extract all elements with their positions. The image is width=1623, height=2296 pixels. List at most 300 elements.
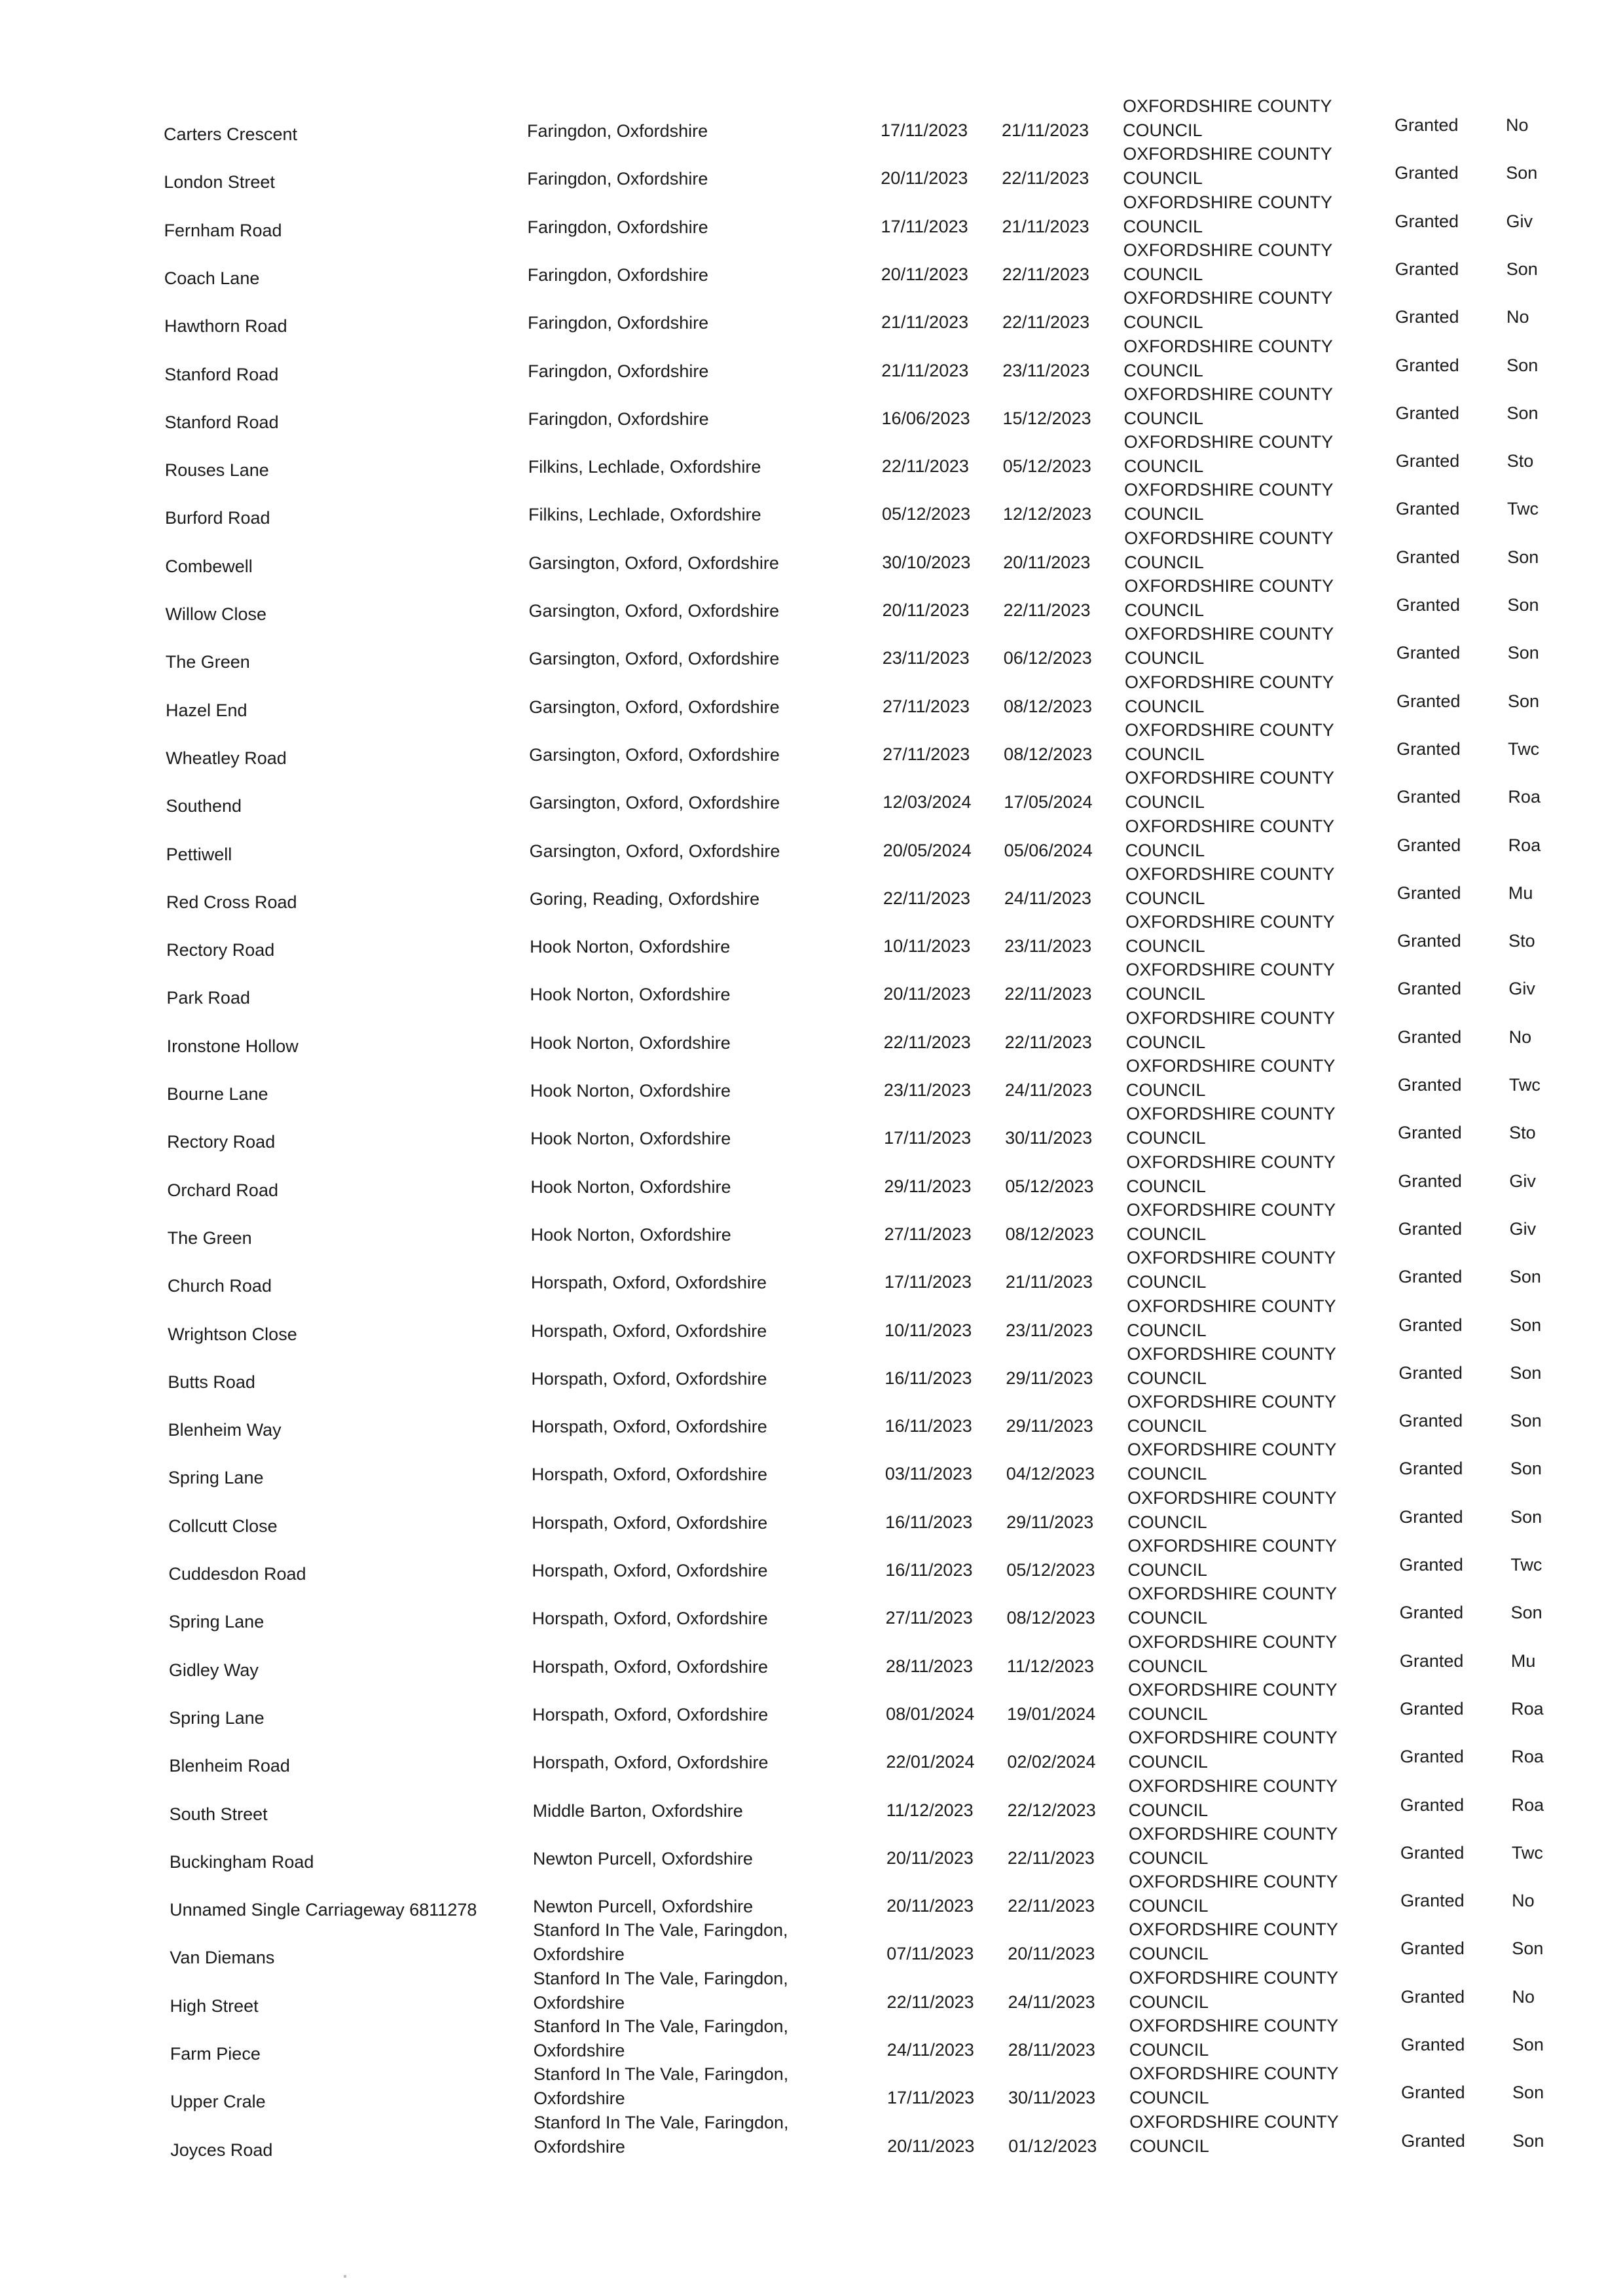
table-row <box>5 1680 1623 1728</box>
location: Goring, Reading, Oxfordshire <box>529 888 760 909</box>
table-row <box>0 96 1623 144</box>
end-date: 29/11/2023 <box>1006 1416 1093 1436</box>
start-date: 07/11/2023 <box>886 1944 974 1964</box>
street-name: Willow Close <box>165 604 266 624</box>
authority-line-1: OXFORDSHIRE COUNTY <box>1125 912 1335 932</box>
highway-authority <box>1126 1054 1336 1102</box>
location: Newton Purcell, Oxfordshire <box>532 1848 753 1868</box>
authority-line-2: COUNCIL <box>1125 744 1205 764</box>
start-date: 27/11/2023 <box>884 1224 972 1244</box>
table-row <box>6 1776 1623 1824</box>
status: Granted <box>1400 1795 1465 1815</box>
authority-line-2: COUNCIL <box>1127 1320 1207 1340</box>
end-date: 08/12/2023 <box>1006 1608 1095 1628</box>
end-date: 22/11/2023 <box>1008 1896 1095 1916</box>
table-row <box>1 337 1623 384</box>
location: Filkins, Lechlade, Oxfordshire <box>528 457 761 477</box>
authority-line-2: COUNCIL <box>1129 1896 1209 1916</box>
location: Horspath, Oxford, Oxfordshire <box>531 1321 767 1341</box>
status: Granted <box>1397 979 1461 999</box>
authority-line-2: COUNCIL <box>1127 1368 1207 1388</box>
street-name: Stanford Road <box>164 412 279 432</box>
authority-line-1: OXFORDSHIRE COUNTY <box>1124 624 1334 644</box>
start-date: 10/11/2023 <box>883 936 971 957</box>
authority-line-2: COUNCIL <box>1125 936 1205 957</box>
description-truncated: Son <box>1506 163 1538 183</box>
status: Granted <box>1396 787 1461 807</box>
authority-line-2: COUNCIL <box>1126 1272 1207 1292</box>
authority-line-1: OXFORDSHIRE COUNTY <box>1127 1440 1337 1460</box>
authority-line-1: OXFORDSHIRE COUNTY <box>1129 1920 1338 1940</box>
authority-line-2: COUNCIL <box>1127 1416 1207 1436</box>
authority-line-1: OXFORDSHIRE COUNTY <box>1128 1776 1338 1796</box>
authority-line-2: COUNCIL <box>1123 408 1203 428</box>
highway-authority <box>1128 1630 1338 1679</box>
status: Granted <box>1395 259 1459 279</box>
authority-line-2: COUNCIL <box>1129 1992 1209 2012</box>
start-date: 12/03/2024 <box>883 792 972 812</box>
street-name: Spring Lane <box>168 1612 264 1632</box>
status: Granted <box>1400 1842 1465 1863</box>
description-truncated: Son <box>1507 595 1539 615</box>
highway-authority <box>1126 1150 1336 1199</box>
start-date: 22/11/2023 <box>886 1992 974 2012</box>
status: Granted <box>1398 1411 1463 1431</box>
authority-line-2: COUNCIL <box>1128 1704 1208 1724</box>
description-truncated: Son <box>1510 1362 1542 1383</box>
table-row <box>2 624 1623 672</box>
description-truncated: Son <box>1509 1267 1541 1287</box>
highway-authority <box>1125 670 1334 719</box>
start-date: 22/11/2023 <box>883 888 971 908</box>
street-name: High Street <box>170 1995 259 2016</box>
street-name: Upper Crale <box>170 2092 266 2112</box>
highway-authority <box>1125 910 1335 958</box>
description-truncated: No <box>1506 115 1529 135</box>
highway-authority <box>1128 1726 1338 1774</box>
authority-line-1: OXFORDSHIRE COUNTY <box>1123 240 1333 260</box>
start-date: 17/11/2023 <box>887 2088 975 2108</box>
location: Horspath, Oxford, Oxfordshire <box>532 1512 768 1533</box>
description-truncated: Son <box>1507 643 1539 663</box>
end-date: 20/11/2023 <box>1008 1944 1095 1964</box>
location: Faringdon, Oxfordshire <box>528 409 709 429</box>
description-truncated: Sto <box>1509 1123 1536 1143</box>
status: Granted <box>1395 307 1459 327</box>
location: Horspath, Oxford, Oxfordshire <box>532 1609 768 1629</box>
highway-authority <box>1129 1822 1338 1870</box>
street-name: Blenheim Way <box>168 1420 282 1440</box>
end-date: 12/12/2023 <box>1002 504 1092 524</box>
start-date: 22/11/2023 <box>881 456 969 477</box>
street-name: Spring Lane <box>168 1468 264 1488</box>
street-name: Orchard Road <box>167 1180 278 1200</box>
authority-line-1: OXFORDSHIRE COUNTY <box>1123 480 1334 500</box>
highway-authority <box>1127 1246 1336 1294</box>
highway-authority <box>1127 1438 1337 1486</box>
location: Garsington, Oxford, Oxfordshire <box>528 649 780 669</box>
status: Granted <box>1395 403 1460 423</box>
highway-authority <box>1123 238 1333 287</box>
street-name: Gidley Way <box>168 1660 259 1680</box>
description-truncated: Son <box>1507 691 1539 711</box>
end-date: 29/11/2023 <box>1006 1368 1093 1388</box>
description-truncated: Giv <box>1509 1218 1537 1239</box>
authority-line-2: COUNCIL <box>1123 504 1204 524</box>
street-name: Burford Road <box>164 508 270 528</box>
table-row <box>7 1968 1623 2016</box>
authority-line-1: OXFORDSHIRE COUNTY <box>1125 816 1335 836</box>
authority-line-1: OXFORDSHIRE COUNTY <box>1123 288 1333 308</box>
end-date: 22/11/2023 <box>1003 600 1091 620</box>
authority-line-1: OXFORDSHIRE COUNTY <box>1127 1487 1337 1508</box>
start-date: 10/11/2023 <box>884 1320 972 1340</box>
highway-authority <box>1129 2014 1339 2062</box>
table-row <box>0 144 1623 192</box>
highway-authority <box>1127 1390 1337 1438</box>
table-row <box>1 576 1623 624</box>
authority-line-2: COUNCIL <box>1123 168 1203 189</box>
location: Middle Barton, Oxfordshire <box>532 1800 743 1821</box>
description-truncated: Sto <box>1508 931 1535 951</box>
highway-authority <box>1127 1198 1336 1247</box>
authority-line-2: COUNCIL <box>1127 1656 1208 1676</box>
table-row <box>6 1824 1623 1872</box>
status: Granted <box>1398 1267 1463 1287</box>
authority-line-1: OXFORDSHIRE COUNTY <box>1128 1823 1338 1844</box>
authority-line-2: COUNCIL <box>1124 648 1205 668</box>
highway-authority <box>1125 718 1334 767</box>
authority-line-2: COUNCIL <box>1125 1032 1206 1052</box>
status: Granted <box>1397 1075 1462 1095</box>
end-date: 21/11/2023 <box>1002 120 1089 140</box>
authority-line-1: OXFORDSHIRE COUNTY <box>1123 432 1334 452</box>
end-date: 29/11/2023 <box>1006 1512 1094 1532</box>
table-row <box>4 1344 1623 1392</box>
status: Granted <box>1396 547 1460 567</box>
start-date: 16/11/2023 <box>884 1416 972 1436</box>
street-name: Farm Piece <box>170 2044 261 2064</box>
authority-line-1: OXFORDSHIRE COUNTY <box>1129 2016 1339 2035</box>
authority-line-2: COUNCIL <box>1128 1848 1209 1868</box>
location: Hook Norton, Oxfordshire <box>530 985 731 1005</box>
description-truncated: Son <box>1510 1411 1542 1431</box>
authority-line-2: COUNCIL <box>1125 1080 1206 1100</box>
street-name: Ironstone Hollow <box>166 1036 299 1056</box>
highway-authority <box>1125 814 1335 863</box>
authority-line-1: OXFORDSHIRE COUNTY <box>1129 2111 1339 2132</box>
start-date: 28/11/2023 <box>885 1656 973 1676</box>
end-date: 01/12/2023 <box>1008 2136 1097 2156</box>
status: Granted <box>1400 1939 1465 1959</box>
end-date: 23/11/2023 <box>1006 1320 1093 1340</box>
description-truncated: Roa <box>1508 787 1541 807</box>
location: Newton Purcell, Oxfordshire <box>533 1897 754 1917</box>
street-name: Van Diemans <box>170 1948 275 1968</box>
description-truncated: Son <box>1512 2130 1544 2151</box>
location: Horspath, Oxford, Oxfordshire <box>532 1656 768 1677</box>
description-truncated: No <box>1506 307 1529 327</box>
end-date: 11/12/2023 <box>1006 1656 1094 1676</box>
table-row <box>7 2016 1623 2064</box>
street-name: The Green <box>167 1228 252 1248</box>
description-truncated: Twc <box>1511 1842 1543 1863</box>
highway-authority <box>1127 1294 1336 1343</box>
location: Garsington, Oxford, Oxfordshire <box>528 601 780 621</box>
status: Granted <box>1399 1506 1463 1527</box>
location: Horspath, Oxford, Oxfordshire <box>532 1753 769 1773</box>
highway-authority <box>1129 2062 1339 2110</box>
location: Garsington, Oxford, Oxfordshire <box>529 841 780 861</box>
highway-authority <box>1123 142 1332 191</box>
end-date: 22/11/2023 <box>1002 168 1089 189</box>
table-row <box>3 816 1623 864</box>
end-date: 04/12/2023 <box>1006 1464 1095 1484</box>
end-date: 05/12/2023 <box>1006 1560 1095 1580</box>
authority-line-1: OXFORDSHIRE COUNTY <box>1124 576 1334 596</box>
table-row <box>5 1632 1623 1680</box>
location: Faringdon, Oxfordshire <box>527 169 708 189</box>
location: Faringdon, Oxfordshire <box>528 361 709 381</box>
authority-line-2: COUNCIL <box>1126 1176 1206 1196</box>
authority-line-2: COUNCIL <box>1128 1752 1208 1772</box>
table-row <box>0 192 1623 240</box>
street-name: Wheatley Road <box>166 748 287 768</box>
start-date: 24/11/2023 <box>886 2040 974 2060</box>
start-date: 23/11/2023 <box>883 1080 972 1100</box>
end-date: 24/11/2023 <box>1008 1992 1095 2012</box>
end-date: 22/11/2023 <box>1004 984 1092 1004</box>
location: Faringdon, Oxfordshire <box>527 217 708 237</box>
authority-line-1: OXFORDSHIRE COUNTY <box>1124 672 1334 692</box>
location: Stanford In The Vale, Faringdon, Oxfordshire <box>533 1968 788 2013</box>
status: Granted <box>1395 115 1459 135</box>
location: Hook Norton, Oxfordshire <box>530 1129 731 1149</box>
street-name: Rectory Road <box>166 940 275 960</box>
table-row <box>5 1536 1623 1584</box>
street-name: Butts Road <box>168 1372 255 1392</box>
description-truncated: Roa <box>1511 1795 1544 1815</box>
street-name: Wrightson Close <box>168 1324 297 1344</box>
authority-line-1: OXFORDSHIRE COUNTY <box>1127 1584 1338 1604</box>
description-truncated: Twc <box>1510 1555 1542 1575</box>
table-row <box>1 240 1623 288</box>
authority-line-1: OXFORDSHIRE COUNTY <box>1123 192 1333 212</box>
street-name: Cuddesdon Road <box>168 1564 306 1584</box>
authority-line-1: OXFORDSHIRE COUNTY <box>1127 1392 1337 1412</box>
end-date: 30/11/2023 <box>1008 2088 1096 2108</box>
authority-line-1: OXFORDSHIRE COUNTY <box>1123 384 1334 404</box>
status: Granted <box>1400 1698 1464 1719</box>
street-name: The Green <box>165 652 250 672</box>
authority-line-1: OXFORDSHIRE COUNTY <box>1127 1631 1338 1652</box>
location: Hook Norton, Oxfordshire <box>530 1224 731 1245</box>
table-row <box>4 1296 1623 1344</box>
location: Hook Norton, Oxfordshire <box>530 1032 731 1053</box>
table-row <box>3 960 1623 1008</box>
table-row <box>1 288 1623 336</box>
highway-authority <box>1123 191 1332 239</box>
highway-authority <box>1124 478 1334 526</box>
start-date: 22/01/2024 <box>886 1752 975 1772</box>
status: Granted <box>1396 835 1461 855</box>
start-date: 20/11/2023 <box>887 2136 975 2156</box>
authority-line-2: COUNCIL <box>1127 1464 1207 1484</box>
end-date: 23/11/2023 <box>1004 936 1092 957</box>
end-date: 08/12/2023 <box>1004 744 1093 764</box>
end-date: 21/11/2023 <box>1002 216 1089 236</box>
status: Granted <box>1397 931 1461 951</box>
status: Granted <box>1400 1986 1465 2007</box>
authority-line-1: OXFORDSHIRE COUNTY <box>1128 1679 1338 1700</box>
status: Granted <box>1401 2083 1465 2103</box>
authority-line-1: OXFORDSHIRE COUNTY <box>1125 720 1334 740</box>
start-date: 21/11/2023 <box>881 360 969 380</box>
street-name: Hawthorn Road <box>164 316 287 337</box>
description-truncated: Son <box>1510 1315 1542 1335</box>
authority-line-1: OXFORDSHIRE COUNTY <box>1124 528 1334 548</box>
end-date: 08/12/2023 <box>1005 1224 1094 1244</box>
authority-line-2: COUNCIL <box>1123 360 1203 380</box>
authority-line-2: COUNCIL <box>1125 888 1205 908</box>
status: Granted <box>1395 499 1460 519</box>
authority-line-1: OXFORDSHIRE COUNTY <box>1126 1199 1336 1220</box>
highway-authority <box>1129 1774 1338 1823</box>
description-truncated: Mu <box>1510 1650 1536 1671</box>
start-date: 16/06/2023 <box>881 408 970 428</box>
location: Horspath, Oxford, Oxfordshire <box>532 1704 769 1724</box>
status: Granted <box>1401 2130 1465 2151</box>
street-name: South Street <box>169 1804 268 1824</box>
table-row <box>7 2112 1623 2160</box>
end-date: 22/11/2023 <box>1007 1848 1095 1868</box>
street-name: Blenheim Road <box>169 1756 290 1776</box>
start-date: 16/11/2023 <box>884 1368 972 1388</box>
description-truncated: Giv <box>1506 211 1533 231</box>
street-name: Coach Lane <box>164 268 260 288</box>
street-name: Stanford Road <box>164 364 279 384</box>
highway-authority <box>1125 958 1335 1006</box>
authority-line-1: OXFORDSHIRE COUNTY <box>1123 144 1332 164</box>
table-row <box>5 1440 1623 1487</box>
description-truncated: Son <box>1512 2035 1544 2054</box>
authority-line-1: OXFORDSHIRE COUNTY <box>1125 960 1335 980</box>
authority-line-2: COUNCIL <box>1123 456 1204 477</box>
street-name: Park Road <box>166 988 250 1008</box>
authority-line-2: COUNCIL <box>1125 840 1205 860</box>
authority-line-2: COUNCIL <box>1123 120 1203 140</box>
street-name: Hazel End <box>165 700 247 720</box>
highway-authority <box>1127 1486 1337 1535</box>
description-truncated: No <box>1512 1986 1535 2007</box>
start-date: 29/11/2023 <box>884 1176 972 1196</box>
street-name: Collcutt Close <box>168 1516 278 1536</box>
authority-line-1: OXFORDSHIRE COUNTY <box>1127 1536 1337 1556</box>
status: Granted <box>1396 691 1461 711</box>
table-row <box>1 528 1623 576</box>
authority-line-1: OXFORDSHIRE COUNTY <box>1125 1008 1336 1028</box>
start-date: 20/05/2024 <box>883 840 972 860</box>
start-date: 20/11/2023 <box>881 168 968 189</box>
description-truncated: Giv <box>1508 979 1535 999</box>
end-date: 22/11/2023 <box>1002 312 1090 333</box>
description-truncated: Sto <box>1506 451 1534 471</box>
authority-line-1: OXFORDSHIRE COUNTY <box>1128 1728 1338 1748</box>
authority-line-2: COUNCIL <box>1127 1512 1207 1532</box>
end-date: 17/05/2024 <box>1004 792 1093 812</box>
location: Garsington, Oxford, Oxfordshire <box>529 793 780 813</box>
description-truncated: Twc <box>1506 499 1539 519</box>
authority-line-2: COUNCIL <box>1123 312 1203 333</box>
start-date: 20/11/2023 <box>881 264 968 284</box>
street-name: Rectory Road <box>167 1132 276 1152</box>
location: Garsington, Oxford, Oxfordshire <box>528 697 780 717</box>
highway-authority <box>1128 1678 1338 1726</box>
authority-line-1: OXFORDSHIRE COUNTY <box>1123 96 1332 116</box>
status: Granted <box>1400 1747 1464 1767</box>
status: Granted <box>1396 643 1461 663</box>
start-date: 21/11/2023 <box>881 312 969 333</box>
table-row <box>3 1152 1623 1200</box>
end-date: 08/12/2023 <box>1003 696 1093 716</box>
authority-line-2: COUNCIL <box>1129 2040 1209 2060</box>
highway-authority <box>1123 94 1332 143</box>
end-date: 21/11/2023 <box>1005 1272 1093 1292</box>
highway-authority <box>1129 1870 1338 1918</box>
location: Faringdon, Oxfordshire <box>527 264 708 285</box>
start-date: 20/11/2023 <box>886 1896 974 1916</box>
authority-line-2: COUNCIL <box>1129 2136 1209 2156</box>
highway-authority <box>1126 1006 1336 1055</box>
status: Granted <box>1396 883 1461 903</box>
location: Hook Norton, Oxfordshire <box>530 1081 731 1101</box>
location: Stanford In The Vale, Faringdon, Oxfordshire <box>534 2064 789 2109</box>
location: Stanford In The Vale, Faringdon, Oxfordshire <box>534 2112 789 2157</box>
highway-authority <box>1127 1342 1336 1391</box>
highway-authority <box>1125 862 1335 911</box>
authority-line-1: OXFORDSHIRE COUNTY <box>1126 1104 1336 1124</box>
highway-authority <box>1123 382 1333 431</box>
highway-authority <box>1129 1966 1339 2014</box>
authority-line-1: OXFORDSHIRE COUNTY <box>1127 1343 1336 1364</box>
table-row <box>5 1728 1623 1776</box>
start-date: 17/11/2023 <box>881 120 968 140</box>
start-date: 16/11/2023 <box>885 1560 973 1580</box>
end-date: 05/06/2024 <box>1004 840 1093 860</box>
table-row <box>5 1392 1623 1440</box>
table-row <box>5 1584 1623 1631</box>
table-row <box>1 432 1623 480</box>
street-name: Pettiwell <box>166 844 232 864</box>
location: Horspath, Oxford, Oxfordshire <box>531 1368 767 1389</box>
description-truncated: Son <box>1510 1506 1542 1527</box>
description-truncated: Son <box>1506 403 1539 423</box>
description-truncated: Son <box>1506 259 1538 279</box>
table-row <box>4 1248 1623 1296</box>
start-date: 23/11/2023 <box>882 648 970 668</box>
location: Horspath, Oxford, Oxfordshire <box>531 1417 767 1437</box>
location: Garsington, Oxford, Oxfordshire <box>528 553 779 573</box>
highway-authority <box>1123 335 1333 383</box>
authority-line-1: OXFORDSHIRE COUNTY <box>1127 1296 1336 1316</box>
highway-authority <box>1124 526 1334 575</box>
start-date: 17/11/2023 <box>884 1128 972 1148</box>
end-date: 19/01/2024 <box>1007 1704 1096 1724</box>
table-row <box>3 1104 1623 1152</box>
authority-line-1: OXFORDSHIRE COUNTY <box>1125 1056 1336 1076</box>
authority-line-2: COUNCIL <box>1124 696 1205 716</box>
end-date: 05/12/2023 <box>1005 1176 1094 1196</box>
